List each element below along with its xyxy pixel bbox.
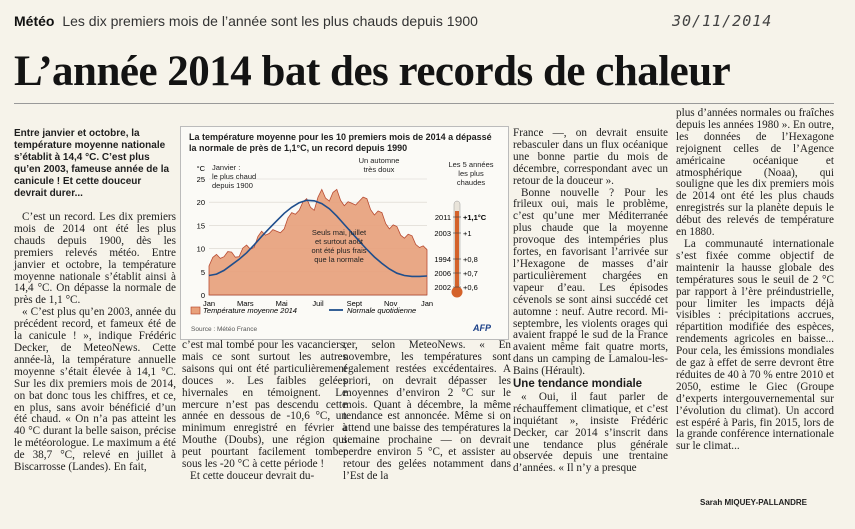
legend-label-normal: Normale quotidienne	[347, 306, 417, 315]
annotation-autumn: Un automne très doux	[358, 156, 400, 174]
record-year: 2006	[434, 269, 451, 278]
kicker-summary: Les dix premiers mois de l’année sont les plus chauds depuis 1900	[62, 13, 478, 29]
paragraph: France —, on devrait ensuite rebasculer dans un flux océanique une bonne partie du mois de décembre, correspondant avec un retour de la douceur ».	[513, 127, 668, 187]
record-anomaly: +1	[463, 229, 472, 238]
chart-source: Source : Météo France	[191, 326, 258, 333]
x-tick-label: Jan	[420, 299, 434, 308]
paragraph: Et cette douceur devrait du-	[190, 469, 315, 482]
paragraph: La communauté internationale s’est fixée comme objectif de maintenir la hausse globale des températures sous le seuil de 2 °C par rapport à l’ère préindustrielle, pour limiter les impacts déjà visibles : précipitations accrues, répartition modifiée des espèces, rendements agricoles en baisse... Pour cela, les émissions mondiales de gaz à effet de serre devront être réduites de 40 à 70 % entre 2010 et 2050, estime le Giec (Groupe d’experts intergouvernemental sur l’évolution du climat). Un accord est espéré à Paris, fin 2015, lors de la grande conférence internationale sur le climat...	[676, 237, 834, 453]
paragraph: C’est un record. Les dix premiers mois de 2014 ont été les plus chauds depuis 1900, dès les premiers relevés météo. Entre janvier et octobre, la température moyenne nationale s’établit ainsi à 14,4 °C. On dépasse la normale de près de 1,1 °C.	[14, 211, 176, 307]
handwritten-date: 30/11/2014	[672, 12, 773, 30]
kicker	[14, 13, 478, 29]
x-tick-label: Mars	[236, 299, 254, 308]
record-panel-title: Les 5 années les plus chaudes	[448, 160, 494, 187]
article-column-2	[182, 340, 347, 483]
article-column-3	[343, 340, 511, 483]
record-anomaly: +1,1°C	[463, 213, 487, 222]
y-tick-label: 25	[196, 175, 205, 184]
article-column-4	[513, 128, 668, 475]
y-tick-label: 20	[196, 198, 205, 208]
x-tick-label: Mai	[275, 299, 288, 308]
chart-legend	[191, 306, 492, 333]
annotation-january: Janvier : le plus chaud depuis 1900	[212, 163, 257, 190]
record-year: 2002	[434, 283, 451, 292]
chart-svg	[181, 127, 508, 339]
agency-logo: AFP	[473, 323, 491, 333]
article-column-1	[14, 212, 176, 474]
thermometer-fill	[455, 211, 459, 287]
paragraph: « C’est plus qu’en 2003, année du précédent record, et fameux été de la canicule ! », indique Frédéric Decker, de MeteoNews. Cette année-là, la température annuelle moyenne s’était élevée à 14,1 °C. Sur les dix premiers mois de 2014, on bat donc tous les chiffres, et ce, en plus, sans avoir bénéficié d’un été chaud. « On n’a pas atteint les 40 °C durant la belle saison, précise le météorologue. Le maximum a été de 38,7 °C, relevé en juillet à Biscarrosse (Landes). En fait,	[14, 306, 176, 474]
x-tick-label: Nov	[383, 299, 398, 308]
annotation-summer: Seuls mai, juillet et surtout août ont été plus frais que la normale	[311, 228, 367, 264]
record-anomaly: +0,6	[463, 283, 478, 292]
chart-title: La température moyenne pour les 10 premiers mois de 2014 a dépassé la normale de près de 1,1°C, un record depuis 1990	[189, 132, 492, 153]
paragraph: rer, selon MeteoNews. « En novembre, les températures sont également restées excédentaires. A priori, on devrait dépasser les moyennes d’environ 2 °C sur le mois. Quant à décembre, la même tendance est annoncée. Même si on attend une baisse des températures la semaine prochaine — on devrait perdre environ 5 °C, et assister au retour des gelées notamment dans l’Est de la	[343, 339, 511, 482]
subheading: Une tendance mondiale	[513, 378, 643, 391]
paragraph: c’est mal tombé pour les vacanciers, mais ce sont surtout les autres saisons qui ont été particulièrement douces ». Les faibles gelées hivernales en témoignent. Le mercure n’est pas descendu cette année en dessous de -10,6 °C, un minimum enregistré en février à Mouthe (Doubs), une région qui peut pourtant facilement tomber sous les -20 °C à cette période !	[182, 339, 347, 471]
lead-paragraph: Entre janvier et octobre, la température moyenne nationale s’établit à 14,4 °C. C’est plus qu’en 2003, fameuse année de la canicule ! Et cette douceur devrait durer...	[14, 128, 170, 199]
paragraph: Bonne nouvelle ? Pour les frileux oui, mais le problème, c’est qu’une mer Méditerranée plus chaude que la moyenne provoque des intempéries plus fortes, en favorisant l’arrivée sur l’Hexagone de masses d’air particulièrement chargées en vapeur d’eau. Les épisodes cévenols se sont ainsi succédé cet automne : neuf. Autre record. Mi-septembre, les violents orages qui avaient frappé le sud de la France avaient même fait quatre morts, dans un camping de Lamalou-les-Bains (Hérault).	[513, 186, 668, 378]
thermometer-panel	[434, 201, 486, 298]
paragraph: « Oui, il faut parler de réchauffement climatique, et c’est inquiétant », insiste Frédéric Decker, car 2014 s’inscrit dans une tendance plus générale observée depuis une trentaine d’années. « Il n’y a presque	[513, 390, 668, 475]
record-year: 2011	[434, 213, 451, 222]
temperature-chart	[180, 126, 509, 340]
y-tick-label: 15	[196, 221, 205, 231]
record-anomaly: +0,8	[463, 255, 478, 264]
record-anomaly: +0,7	[463, 269, 478, 278]
section-label: Météo	[14, 13, 55, 29]
x-tick-label: Sept	[346, 299, 363, 308]
legend-label-2014: Température moyenne 2014	[203, 306, 297, 315]
record-year: 2003	[434, 229, 451, 238]
y-tick-label: 10	[196, 244, 205, 254]
article-column-5	[676, 108, 834, 453]
byline: Sarah MIQUEY-PALLANDRE	[700, 498, 807, 507]
record-year: 1994	[434, 255, 451, 264]
y-unit-label: °C	[196, 164, 205, 173]
y-tick-label: 0	[200, 291, 205, 300]
paragraph: plus d’années normales ou fraîches depuis les années 1980 ». En outre, les données de l’Hexagone rejoignent celles de l’Agence américaine océanique et atmosphérique (Noaa), qui souligne que les dix premiers mois de 2014 ont été les plus chauds enregistrés sur la planète depuis le début des relevés de température en 1880.	[676, 107, 834, 239]
x-tick-label: Juil	[312, 299, 324, 308]
x-tick-label: Jan	[202, 299, 216, 308]
y-tick-label: 5	[200, 267, 205, 277]
y-tick-labels	[197, 164, 206, 300]
headline: L’année 2014 bat des records de chaleur	[14, 48, 731, 95]
thermometer-bulb	[452, 287, 463, 298]
headline-rule	[14, 103, 834, 104]
legend-swatch-2014	[191, 307, 200, 314]
